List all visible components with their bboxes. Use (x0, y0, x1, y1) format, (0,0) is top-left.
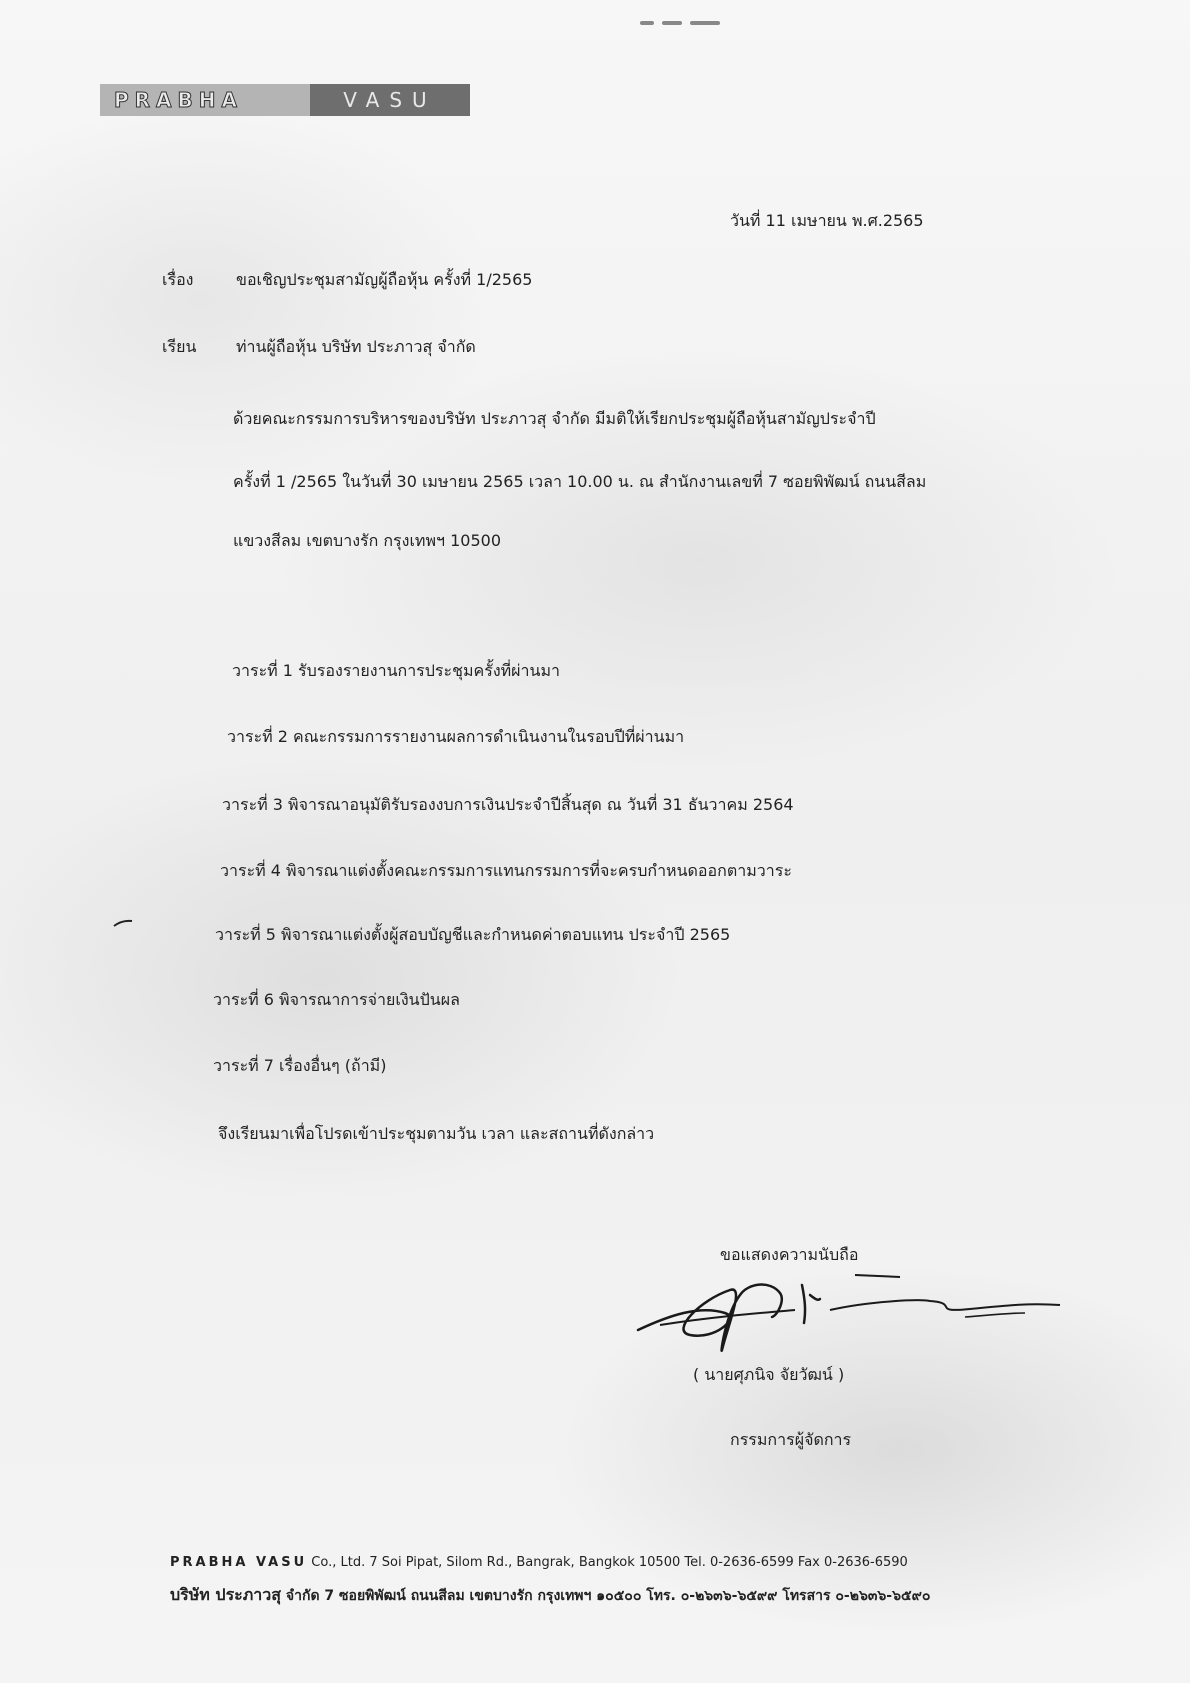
regards-text: ขอแสดงความนับถือ (720, 1245, 859, 1264)
agenda-item-7: วาระที่ 7 เรื่องอื่นๆ (ถ้ามี) (213, 1056, 387, 1075)
footer-en-text: Co., Ltd. 7 Soi Pipat, Silom Rd., Bangrak, Bangkok 10500 Tel. 0-2636-6599 Fax 0-2636-6590 (311, 1555, 908, 1570)
agenda-item-6: วาระที่ 6 พิจารณาการจ่ายเงินปันผล (213, 990, 460, 1009)
agenda-item-2: วาระที่ 2 คณะกรรมการรายงานผลการดำเนินงานในรอบปีที่ผ่านมา (227, 727, 685, 746)
signature-image (630, 1255, 1110, 1365)
letter-date: วันที่ 11 เมษายน พ.ศ.2565 (730, 211, 924, 230)
footer-en-brand: PRABHA VASU (170, 1555, 308, 1570)
subject-text: ขอเชิญประชุมสามัญผู้ถือหุ้น ครั้งที่ 1/2565 (236, 270, 533, 289)
agenda-item-1: วาระที่ 1 รับรองรายงานการประชุมครั้งที่ผ่านมา (232, 661, 561, 680)
logo-right-text: VASU (343, 88, 437, 112)
company-logo (100, 84, 470, 116)
recipient-label: เรียน (162, 337, 197, 356)
signer-position: กรรมการผู้จัดการ (730, 1430, 852, 1449)
signer-name: ( นายศุภนิจ จัยวัฒน์ ) (693, 1365, 845, 1384)
footer-english (170, 1553, 908, 1573)
logo-right-block (310, 84, 470, 116)
logo-left-text: PRABHA (114, 88, 243, 112)
closing-line: จึงเรียนมาเพื่อโปรดเข้าประชุมตามวัน เวลา และสถานที่ดังกล่าว (218, 1124, 655, 1143)
recipient-text: ท่านผู้ถือหุ้น บริษัท ประภาวสุ จำกัด (236, 337, 476, 356)
logo-left-block (100, 84, 310, 116)
body-line-2: ครั้งที่ 1 /2565 ในวันที่ 30 เมษายน 2565 เวลา 10.00 น. ณ สำนักงานเลขที่ 7 ซอยพิพัฒน์ ถนนสีลม (233, 472, 927, 491)
agenda-item-3: วาระที่ 3 พิจารณาอนุมัติรับรองงบการเงินประจำปีสิ้นสุด ณ วันที่ 31 ธันวาคม 2564 (222, 795, 794, 814)
pen-mark (112, 918, 134, 928)
scan-artifact (640, 10, 730, 18)
body-line-3: แขวงสีลม เขตบางรัก กรุงเทพฯ 10500 (233, 531, 501, 550)
footer-th-brand: บริษัท ประภาวสุ (170, 1585, 282, 1604)
footer-thai (170, 1585, 930, 1606)
agenda-item-4: วาระที่ 4 พิจารณาแต่งตั้งคณะกรรมการแทนกรรมการที่จะครบกำหนดออกตามวาระ (220, 861, 792, 880)
body-line-1: ด้วยคณะกรรมการบริหารของบริษัท ประภาวสุ จำกัด มีมติให้เรียกประชุมผู้ถือหุ้นสามัญประจำปี (233, 409, 876, 428)
subject-label: เรื่อง (162, 270, 194, 289)
footer-th-text: จำกัด 7 ซอยพิพัฒน์ ถนนสีลม เขตบางรัก กรุงเทพฯ ๑๐๕๐๐ โทร. ๐-๒๖๓๖-๖๕๙๙ โทรสาร ๐-๒๖๓๖-๖๕๙๐ (285, 1588, 931, 1604)
agenda-item-5: วาระที่ 5 พิจารณาแต่งตั้งผู้สอบบัญชีและกำหนดค่าตอบแทน ประจำปี 2565 (215, 925, 731, 944)
